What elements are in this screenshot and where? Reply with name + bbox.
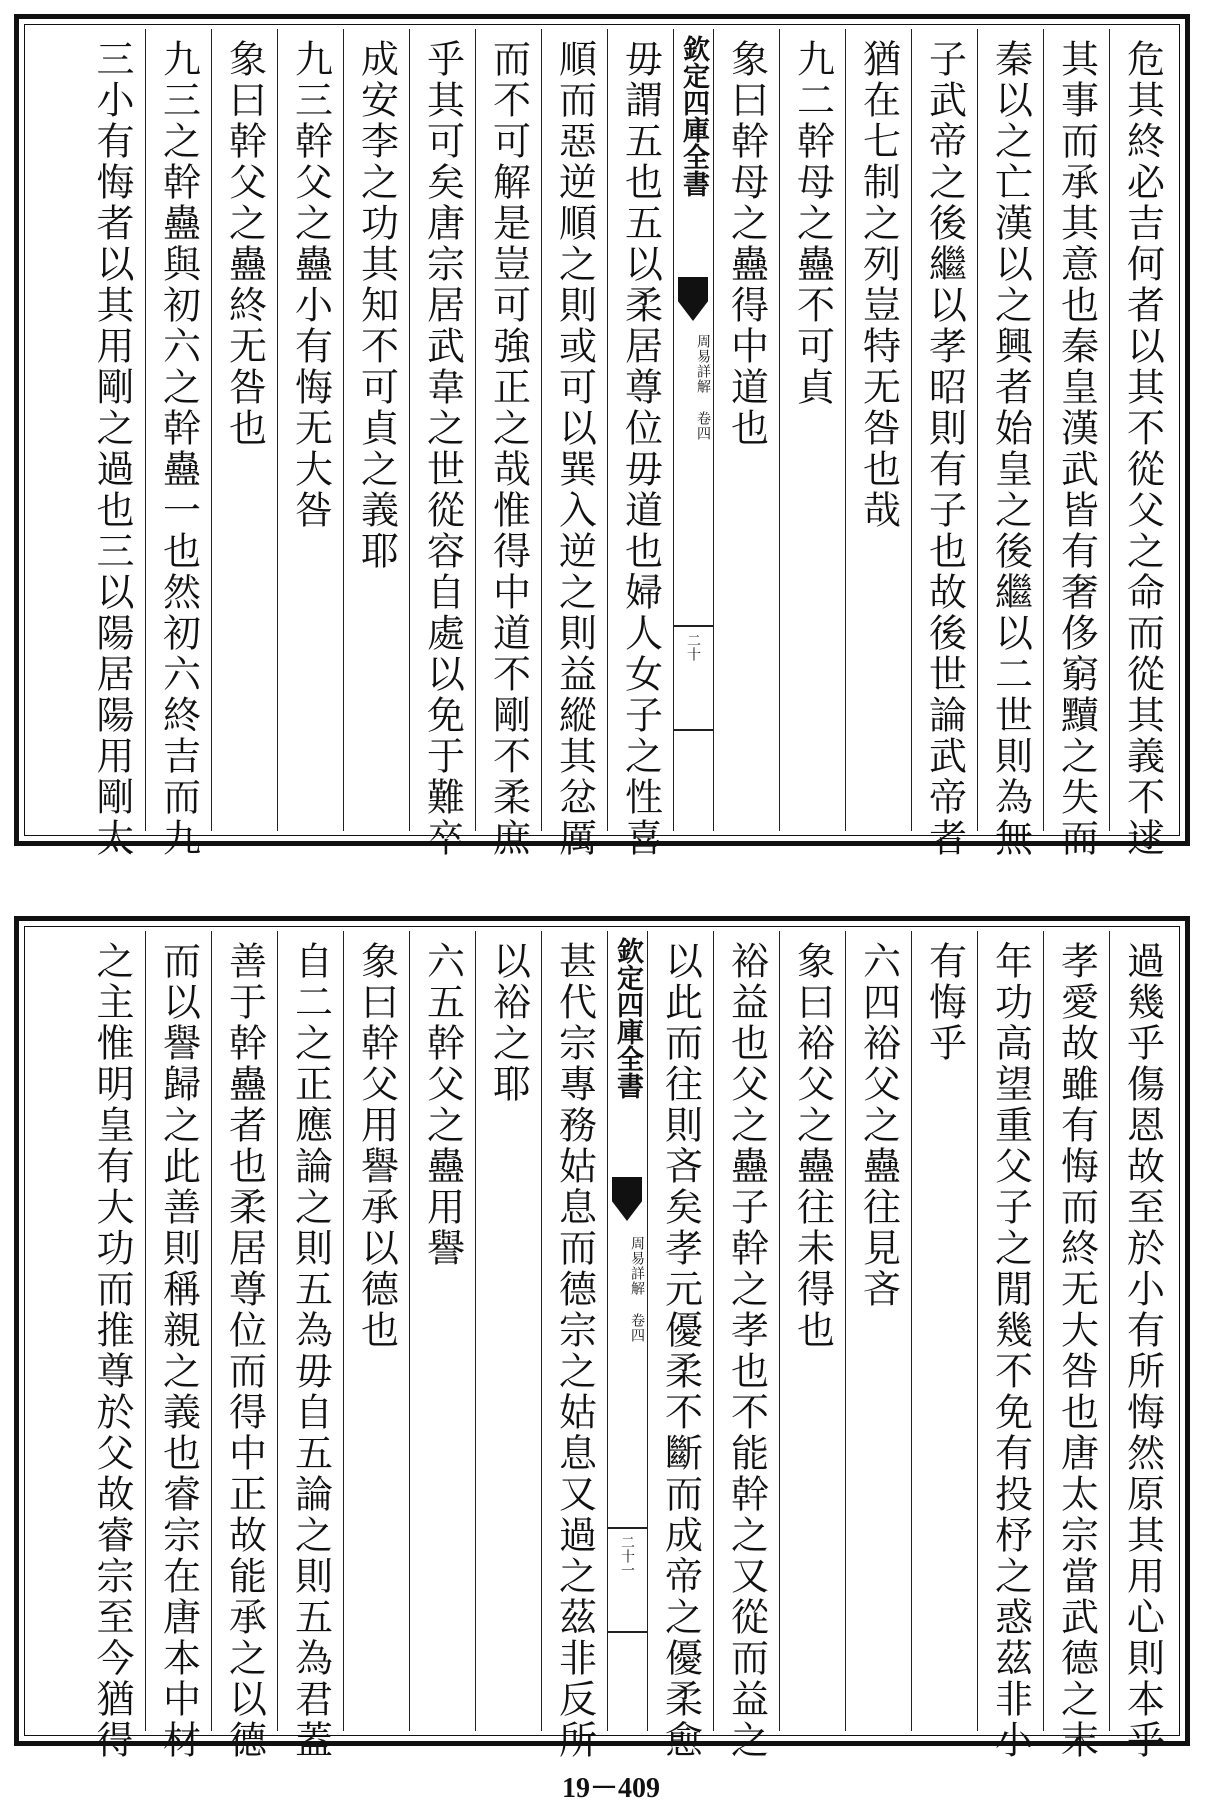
column-text: 裕益也父之蠱子幹之孝也不能幹之又從而益之	[724, 941, 769, 1761]
text-column	[713, 931, 779, 1761]
column-text: 九三幹父之蠱小有悔无大咎	[288, 39, 333, 531]
column-text: 順而惡逆順之則或可以巽入逆之則益縱其忿厲	[552, 39, 597, 859]
column-text: 自二之正應論之則五為毋自五論之則五為君蓋	[288, 941, 333, 1761]
column-text: 子武帝之後繼以孝昭則有子也故後世論武帝者	[922, 39, 967, 859]
column-text: 三小有悔者以其用剛之過也三以陽居陽用剛太	[90, 39, 134, 859]
book-volume-label: 周易詳解 卷四	[695, 334, 711, 441]
column-text: 九二幹母之蠱不可貞	[790, 39, 835, 408]
text-column	[343, 931, 409, 1731]
text-column	[541, 931, 607, 1761]
text-column	[1043, 931, 1109, 1761]
column-text: 乎其可矣唐宗居武韋之世從容自處以免于難卒	[420, 39, 465, 859]
column-text: 秦以之亡漢以之興者始皇之後繼以二世則為無	[988, 39, 1033, 859]
fishtail-mark-icon	[678, 277, 708, 321]
top-page	[14, 14, 1190, 859]
text-column	[541, 29, 607, 859]
bottom-columns	[29, 931, 1175, 1761]
folio-number: 二十一	[619, 1535, 635, 1577]
book-series-title: 欽定四庫全書	[678, 35, 709, 197]
column-text: 之主惟明皇有大功而推尊於父故睿宗至今猶得	[90, 941, 134, 1761]
text-column	[911, 931, 977, 1731]
top-columns	[29, 29, 1175, 859]
text-column	[409, 931, 475, 1731]
text-column	[845, 29, 911, 831]
folio-number: 二十	[685, 633, 701, 661]
column-text: 以裕之耶	[486, 941, 531, 1105]
column-text: 甚代宗專務姑息而德宗之姑息又過之茲非反所	[552, 941, 597, 1761]
fishtail-mark-icon	[612, 1177, 642, 1221]
column-text: 其事而承其意也秦皇漢武皆有奢侈窮黷之失而	[1054, 39, 1099, 859]
divider	[608, 1631, 647, 1633]
column-text: 象曰幹母之蠱得中道也	[724, 39, 769, 449]
center-strip	[607, 931, 647, 1731]
text-column	[145, 931, 211, 1761]
column-text: 猶在七制之列豈特无咎也哉	[856, 39, 901, 531]
text-column	[211, 931, 277, 1761]
column-text: 年功高望重父子之閒幾不免有投杼之惑茲非小	[988, 941, 1033, 1761]
text-column	[779, 931, 845, 1731]
column-text: 以此而往則吝矣孝元優柔不斷而成帝之優柔愈	[658, 941, 703, 1761]
text-column	[713, 29, 779, 831]
text-column	[475, 931, 541, 1731]
text-column	[211, 29, 277, 831]
divider	[674, 625, 713, 627]
text-column	[779, 29, 845, 831]
column-text: 六四裕父之蠱往見吝	[856, 941, 901, 1310]
divider	[608, 1527, 647, 1529]
bottom-page	[14, 916, 1190, 1761]
text-column	[1109, 29, 1175, 859]
text-column	[1109, 931, 1175, 1761]
column-text: 而不可解是豈可強正之哉惟得中道不剛不柔庶	[486, 39, 531, 859]
column-text: 成安李之功其知不可貞之義耶	[354, 39, 399, 572]
column-text: 過幾乎傷恩故至於小有所悔然原其用心則本乎	[1120, 941, 1165, 1761]
column-text: 九三之幹蠱與初六之幹蠱一也然初六終吉而九	[156, 39, 201, 859]
column-text: 孝愛故雖有悔而終无大咎也唐太宗當武德之末	[1054, 941, 1099, 1761]
column-text: 而以譽歸之此善則稱親之義也睿宗在唐本中材	[156, 941, 201, 1761]
text-column	[409, 29, 475, 859]
text-column	[977, 931, 1043, 1761]
column-text: 象曰幹父用譽承以德也	[354, 941, 399, 1351]
text-column	[79, 931, 145, 1761]
page-reference-number: 19－409	[561, 1773, 660, 1804]
text-column	[277, 29, 343, 831]
column-text: 善于幹蠱者也柔居尊位而得中正故能承之以德	[222, 941, 267, 1761]
column-text: 象曰裕父之蠱往未得也	[790, 941, 835, 1351]
text-column	[977, 29, 1043, 859]
text-column	[343, 29, 409, 831]
text-column	[277, 931, 343, 1761]
text-column	[647, 931, 713, 1761]
divider	[674, 729, 713, 731]
text-column	[1043, 29, 1109, 859]
center-strip	[673, 29, 713, 831]
text-column	[607, 29, 673, 859]
book-volume-label: 周易詳解 卷四	[629, 1236, 645, 1343]
text-column	[145, 29, 211, 859]
text-column	[911, 29, 977, 859]
column-text: 有悔乎	[922, 941, 967, 1064]
column-text: 危其終必吉何者以其不從父之命而從其義不逑	[1120, 39, 1165, 859]
text-column	[79, 29, 145, 859]
text-column	[845, 931, 911, 1731]
text-column	[475, 29, 541, 859]
book-series-title: 欽定四庫全書	[612, 937, 643, 1099]
column-text: 六五幹父之蠱用譽	[420, 941, 465, 1269]
column-text: 象曰幹父之蠱終无咎也	[222, 39, 267, 449]
column-text: 毋謂五也五以柔居尊位毋道也婦人女子之性喜	[618, 39, 663, 859]
